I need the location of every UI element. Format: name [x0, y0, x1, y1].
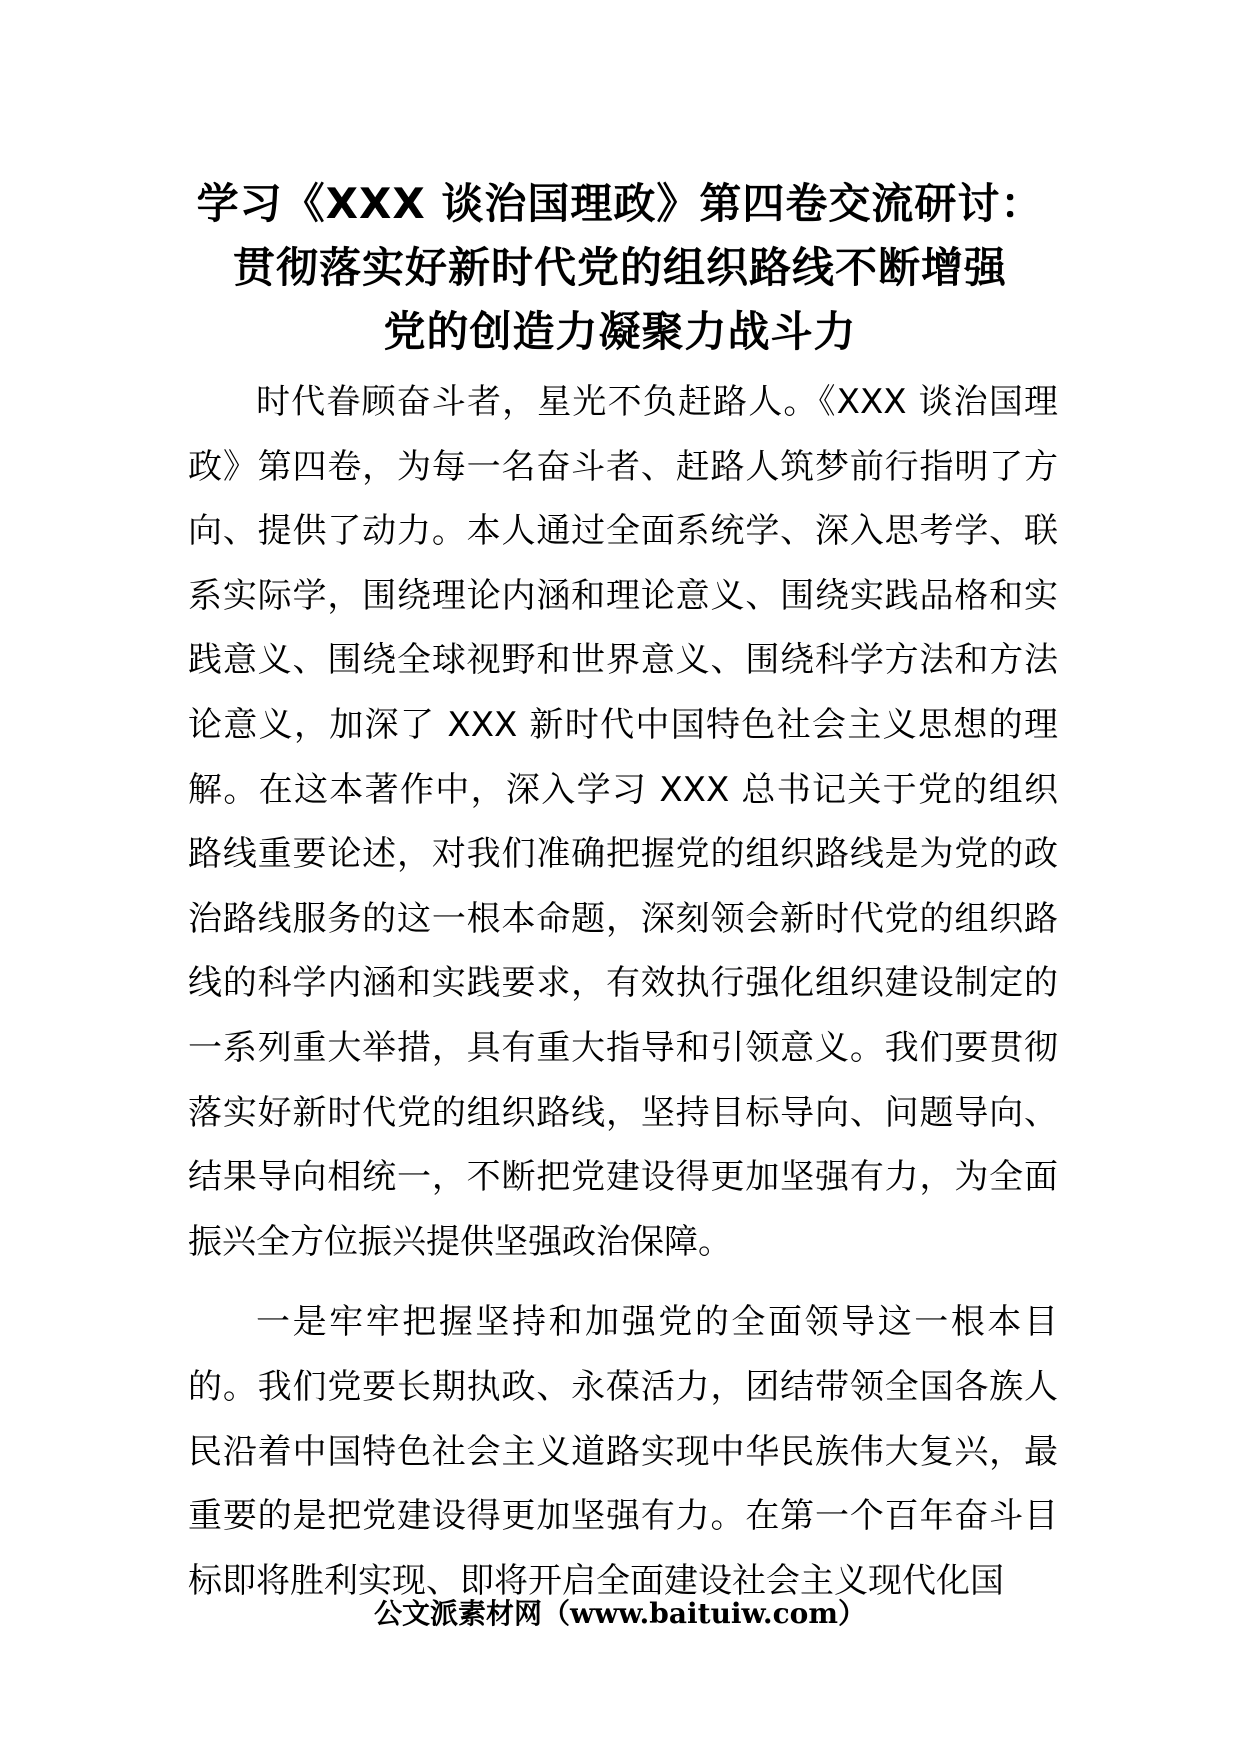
document-body — [188, 370, 1058, 1613]
title-line-3: 党的创造力凝聚力战斗力 — [383, 307, 857, 356]
title-line-1: 学习《XXX 谈治国理政》第四卷交流研讨： — [196, 179, 1044, 228]
body-paragraph-2: 一是牢牢把握坚持和加强党的全面领导这一根本目的。我们党要长期执政、永葆活力，团结带领全国各族人民沿着中国特色社会主义道路实现中华民族伟大复兴，最重要的是把党建设得更加坚强有力。在第一个百年奋斗目标即将胜利实现、即将开启全面建设社会主义现代化国 — [188, 1302, 1058, 1601]
footer-source-text: 公文派素材网（www.baituiw.com） — [374, 1597, 866, 1630]
title-line-2: 贯彻落实好新时代党的组织路线不断增强 — [232, 243, 1007, 292]
document-title — [150, 172, 1090, 364]
body-paragraph-1: 时代眷顾奋斗者，星光不负赶路人。《XXX 谈治国理政》第四卷，为每一名奋斗者、赶路人筑梦前行指明了方向、提供了动力。本人通过全面系统学、深入思考学、联系实际学，围绕理论内涵和理论意义、围绕实践品格和实践意义、围绕全球视野和世界意义、围绕科学方法和方法论意义，加深了 XXX 新时代中国特色社会主义思想的理解。在这本著作中，深入学习 XXX 总书记关于党的组织路线重要论述，对我们准确把握党的组织路线是为党的政治路线服务的这一根本命题，深刻领会新时代党的组织路线的科学内涵和实践要求，有效执行强化组织建设制定的一系列重大举措，具有重大指导和引领意义。我们要贯彻落实好新时代党的组织路线，坚持目标导向、问题导向、结果导向相统一，不断把党建设得更加坚强有力，为全面振兴全方位振兴提供坚强政治保障。 — [188, 382, 1058, 1262]
